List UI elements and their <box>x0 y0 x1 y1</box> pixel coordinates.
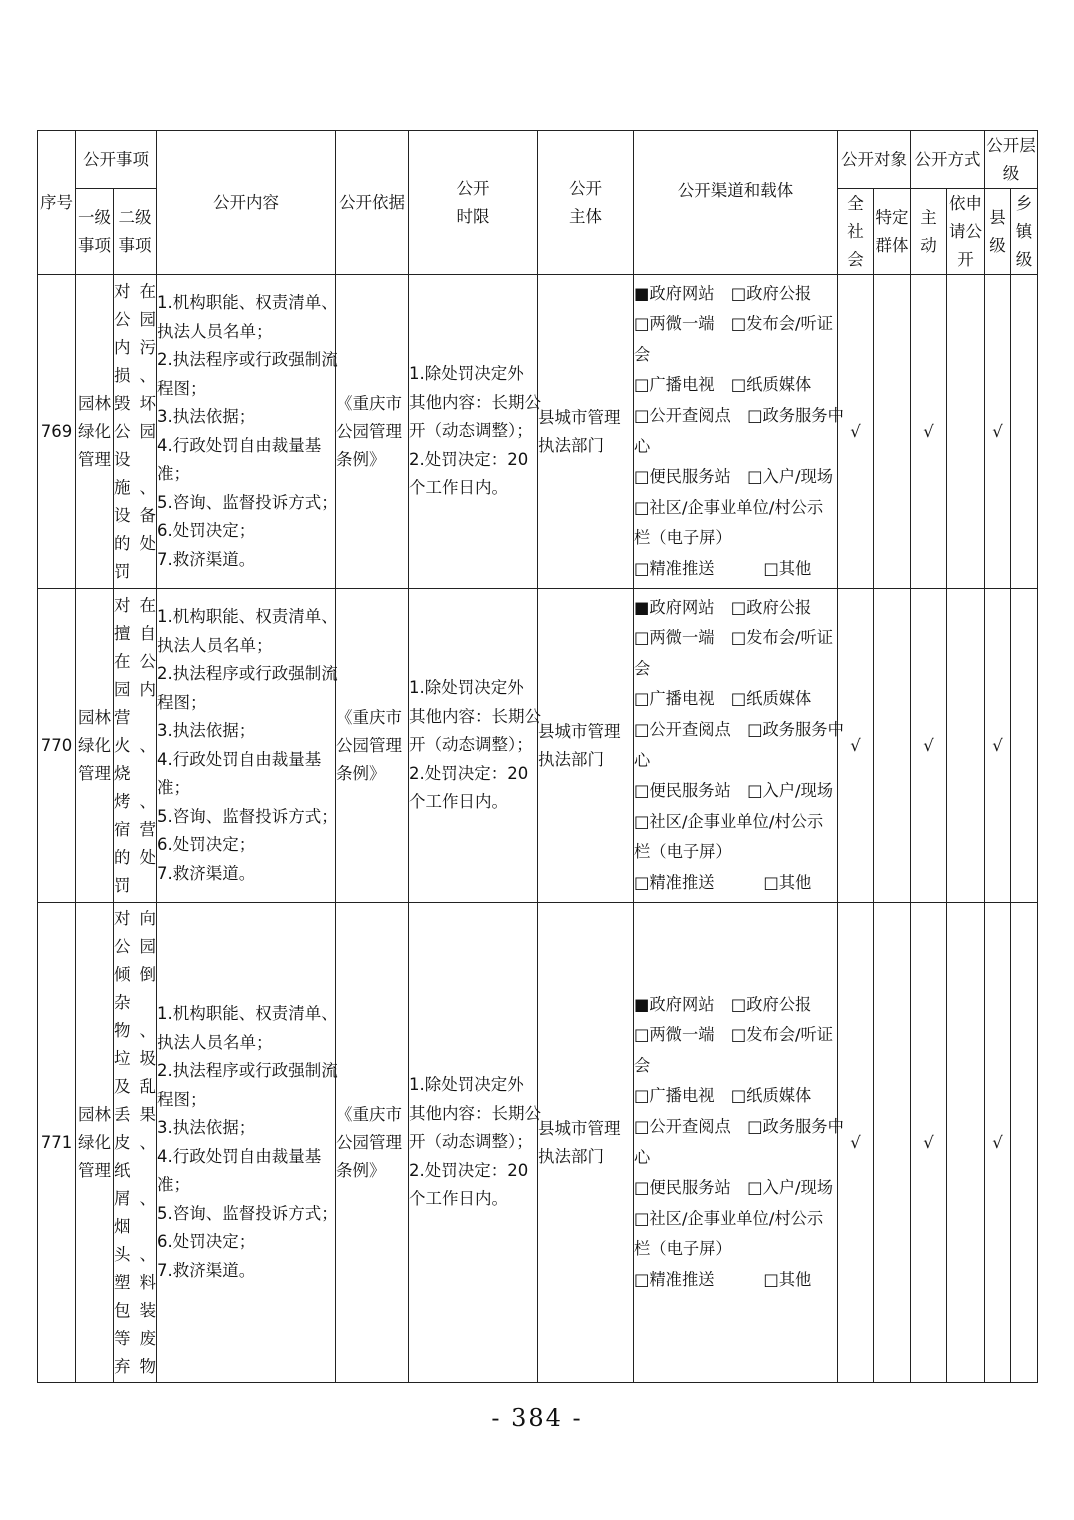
row-content <box>157 275 336 589</box>
row-content-line: 准； <box>157 778 190 797</box>
row-content-line: 准； <box>157 1175 190 1194</box>
row-level2-line: 罚 <box>114 875 131 895</box>
row-content-line: 7.救济渠道。 <box>157 549 256 569</box>
row-channel-line: 心 <box>634 436 651 456</box>
header-method-active-line: 主 <box>920 207 937 227</box>
row-level2-line: 塑料 <box>114 1272 156 1292</box>
row-content-line: 准； <box>157 464 190 483</box>
row-level-county: √ <box>985 589 1011 903</box>
row-content-line: 3.执法依据； <box>157 721 256 740</box>
row-level2-line: 擅自 <box>114 623 156 643</box>
row-channel-line: 栏（电子屏） <box>634 528 732 548</box>
row-level1-line: 园林 <box>78 1104 111 1124</box>
row-content-line: 1.机构职能、权责清单、 <box>157 607 338 626</box>
row-level-county: √ <box>985 275 1011 589</box>
row-basis-line: 《重庆市 <box>336 393 402 413</box>
row-channel-line: □便民服务站 □入户/现场 <box>634 781 834 801</box>
row-level2-line: 火、 <box>114 735 156 755</box>
row-channel-line: □社区/企事业单位/村公示 <box>634 1208 824 1228</box>
row-level1 <box>76 903 114 1383</box>
row-content-line: 3.执法依据； <box>157 407 256 426</box>
row-level1-line: 管理 <box>78 763 111 783</box>
row-level2-line: 罚 <box>114 561 131 581</box>
row-audience-all: √ <box>838 589 874 903</box>
header-audience: 公开对象 <box>838 131 911 189</box>
row-level1-line: 园林 <box>78 393 111 413</box>
header-basis: 公开依据 <box>336 131 409 275</box>
header-level-town <box>1011 189 1038 275</box>
row-level2-line: 对向 <box>114 908 156 928</box>
header-subject-line: 公开 <box>569 178 602 198</box>
header-time-limit-line: 公开 <box>456 178 490 198</box>
row-level1-line: 管理 <box>78 449 111 469</box>
row-level2-line: 纸 <box>114 1160 131 1180</box>
row-channel-line: □社区/企事业单位/村公示 <box>634 497 824 517</box>
row-channel-line: 会 <box>634 1055 651 1075</box>
row-level2-line: 头、 <box>114 1244 156 1264</box>
row-time-limit-line: 其他内容：长期公 <box>409 1103 541 1123</box>
header-subject-line: 主体 <box>569 206 602 226</box>
row-audience-specific <box>874 275 911 589</box>
row-time-limit-line: 2.处罚决定：20 <box>409 1160 529 1180</box>
row-basis <box>336 275 409 589</box>
row-level2-line: 设备 <box>114 505 156 525</box>
row-basis-line: 公园管理 <box>336 421 402 441</box>
header-level2 <box>114 189 157 275</box>
row-content-line: 5.咨询、监督投诉方式； <box>157 492 338 512</box>
row-content <box>157 589 336 903</box>
row-channel-line: 心 <box>634 750 651 770</box>
row-channel-line: 会 <box>634 658 651 678</box>
row-subject-line: 执法部门 <box>538 435 604 455</box>
row-channel-line: □两微一端 □发布会/听证 <box>634 314 834 334</box>
row-time-limit <box>409 903 541 1383</box>
row-time-limit-line: 其他内容：长期公 <box>409 706 541 726</box>
row-content-line: 2.执法程序或行政强制流 <box>157 350 338 369</box>
row-subject <box>538 275 634 589</box>
row-content-line: 5.咨询、监督投诉方式； <box>157 806 338 826</box>
row-subject-line: 执法部门 <box>538 749 604 769</box>
row-content-line: 6.处罚决定； <box>157 835 256 854</box>
row-content-line: 7.救济渠道。 <box>157 1260 256 1280</box>
row-level2-line: 弃物 <box>114 1356 156 1376</box>
row-time-limit-line: 1.除处罚决定外 <box>409 364 524 384</box>
row-level-town <box>1011 275 1038 589</box>
row-basis-line: 条例》 <box>336 1160 386 1180</box>
header-audience-all <box>838 189 874 275</box>
header-item-group: 公开事项 <box>76 131 157 189</box>
row-content-line: 程图； <box>157 378 207 398</box>
row-method-active: √ <box>911 275 947 589</box>
header-level-county-line: 县 <box>989 207 1006 227</box>
header-channels: 公开渠道和载体 <box>634 131 838 275</box>
row-content-line: 5.咨询、监督投诉方式； <box>157 1203 338 1223</box>
row-basis-line: 公园管理 <box>336 735 402 755</box>
row-level2-line: 施、 <box>114 477 156 497</box>
header-audience-all-line: 全 <box>847 193 864 213</box>
header-level1-line: 一级 <box>78 207 111 227</box>
row-content-line: 1.机构职能、权责清单、 <box>157 293 338 312</box>
row-content-line: 4.行政处罚自由裁量基 <box>157 1146 322 1166</box>
row-level1-line: 绿化 <box>78 735 111 755</box>
row-content-line: 执法人员名单； <box>157 1032 273 1052</box>
row-level2-line: 内污 <box>114 337 156 357</box>
row-method-active: √ <box>911 903 947 1383</box>
row-level2 <box>114 275 157 589</box>
row-level2 <box>114 903 157 1383</box>
row-level2-line: 营 <box>114 707 131 727</box>
header-audience-all-line: 社 <box>847 221 864 241</box>
row-content-line: 程图； <box>157 1089 207 1109</box>
row-seq: 769 <box>38 275 76 589</box>
row-level1-line: 绿化 <box>78 1132 111 1152</box>
header-time-limit-line: 时限 <box>456 206 490 226</box>
row-level2-line: 杂 <box>114 992 131 1012</box>
row-channel-line: 栏（电子屏） <box>634 842 732 862</box>
row-channel-line: □精准推送 □其他 <box>634 1269 812 1289</box>
row-content-line: 4.行政处罚自由裁量基 <box>157 749 322 769</box>
row-method-request <box>947 589 985 903</box>
row-content-line: 7.救济渠道。 <box>157 863 256 883</box>
row-channel-line: 栏（电子屏） <box>634 1239 732 1259</box>
header-level2-line: 二级 <box>118 207 152 227</box>
row-time-limit-line: 1.除处罚决定外 <box>409 678 524 698</box>
row-channel-line: □精准推送 □其他 <box>634 872 812 892</box>
row-channels <box>634 275 844 589</box>
row-content-line: 1.机构职能、权责清单、 <box>157 1004 338 1023</box>
row-content-line: 2.执法程序或行政强制流 <box>157 1061 338 1080</box>
row-time-limit-line: 1.除处罚决定外 <box>409 1075 524 1095</box>
row-level2-line: 皮、 <box>114 1132 156 1152</box>
row-basis-line: 条例》 <box>336 449 386 469</box>
row-channel-line: □广播电视 □纸质媒体 <box>634 375 812 395</box>
row-channel-line: ■政府网站 □政府公报 <box>634 283 812 303</box>
row-channel-line: □广播电视 □纸质媒体 <box>634 689 812 709</box>
row-channel-line: □社区/企事业单位/村公示 <box>634 811 824 831</box>
row-subject-line: 县城市管理 <box>538 721 621 741</box>
row-level2-line: 丢果 <box>114 1104 156 1124</box>
table-row <box>38 275 1038 589</box>
header-level2-line: 事项 <box>118 235 152 255</box>
header-method-request-line: 请公 <box>949 221 982 241</box>
row-content-line: 6.处罚决定； <box>157 521 256 540</box>
row-time-limit-line: 个工作日内。 <box>409 1189 508 1209</box>
row-content-line: 6.处罚决定； <box>157 1232 256 1251</box>
header-level-county <box>985 189 1011 275</box>
header-audience-all-line: 会 <box>847 249 864 269</box>
row-level1-line: 园林 <box>78 707 111 727</box>
disclosure-table <box>37 130 1038 1383</box>
row-time-limit-line: 个工作日内。 <box>409 792 508 812</box>
row-basis-line: 《重庆市 <box>336 707 402 727</box>
header-level-group-line: 公开层 <box>986 135 1036 155</box>
header-level1 <box>76 189 114 275</box>
row-time-limit-line: 其他内容：长期公 <box>409 392 541 412</box>
row-audience-specific <box>874 589 911 903</box>
row-level2-line: 公园 <box>114 421 156 441</box>
row-level2-line: 公园 <box>114 309 156 329</box>
row-channel-line: □公开查阅点 □政务服务中 <box>634 719 844 739</box>
row-level2-line: 屑、 <box>114 1188 156 1208</box>
header-time-limit <box>409 131 538 275</box>
row-time-limit-line: 开（动态调整）； <box>409 735 533 755</box>
row-channel-line: 心 <box>634 1147 651 1167</box>
row-time-limit-line: 2.处罚决定：20 <box>409 449 529 469</box>
row-level1 <box>76 589 114 903</box>
row-level1-line: 管理 <box>78 1160 111 1180</box>
row-channel-line: □便民服务站 □入户/现场 <box>634 467 834 487</box>
table-row <box>38 589 1038 903</box>
row-level-town <box>1011 903 1038 1383</box>
row-level-town <box>1011 589 1038 903</box>
row-subject-line: 执法部门 <box>538 1146 604 1166</box>
row-content-line: 执法人员名单； <box>157 635 273 655</box>
header-level-group-line: 级 <box>1002 163 1020 183</box>
row-level1 <box>76 275 114 589</box>
header-method-request <box>947 189 985 275</box>
header-audience-specific <box>874 189 911 275</box>
row-method-active: √ <box>911 589 947 903</box>
header-subject <box>538 131 634 275</box>
header-method-request-line: 依申 <box>949 193 982 213</box>
header-level-group <box>985 131 1038 189</box>
row-channel-line: □公开查阅点 □政务服务中 <box>634 405 844 425</box>
row-audience-all: √ <box>838 903 874 1383</box>
header-level1-line: 事项 <box>78 235 111 255</box>
row-level2-line: 及乱 <box>114 1076 156 1096</box>
row-basis <box>336 903 409 1383</box>
row-channel-line: ■政府网站 □政府公报 <box>634 994 812 1014</box>
row-level2-line: 烟 <box>114 1216 131 1236</box>
row-level2-line: 损、 <box>114 365 156 385</box>
row-level2-line: 对在 <box>114 595 156 615</box>
row-level2-line: 烤、 <box>114 791 156 811</box>
row-subject <box>538 903 634 1383</box>
row-channel-line: ■政府网站 □政府公报 <box>634 597 812 617</box>
row-time-limit-line: 个工作日内。 <box>409 478 508 498</box>
row-subject-line: 县城市管理 <box>538 407 621 427</box>
row-level2-line: 宿营 <box>114 819 156 839</box>
header-content: 公开内容 <box>157 131 336 275</box>
row-basis-line: 条例》 <box>336 763 386 783</box>
row-time-limit-line: 开（动态调整）； <box>409 1132 533 1152</box>
row-channels <box>634 589 844 903</box>
row-content-line: 2.执法程序或行政强制流 <box>157 664 338 683</box>
row-level2-line: 的处 <box>114 847 156 867</box>
row-channel-line: □公开查阅点 □政务服务中 <box>634 1116 844 1136</box>
row-level2-line: 在公 <box>114 651 156 671</box>
row-subject <box>538 589 634 903</box>
row-method-request <box>947 903 985 1383</box>
row-level2-line: 等废 <box>114 1328 156 1348</box>
header-method-request-line: 开 <box>957 249 974 269</box>
row-content-line: 执法人员名单； <box>157 321 273 341</box>
row-level2-line: 设 <box>114 449 131 469</box>
row-level-county: √ <box>985 903 1011 1383</box>
row-level2-line: 毁坏 <box>114 393 156 413</box>
header-method-active-line: 动 <box>920 235 937 255</box>
row-level2-line: 烧 <box>114 763 131 783</box>
row-level2-line: 公园 <box>114 936 156 956</box>
row-basis-line: 《重庆市 <box>336 1104 402 1124</box>
row-seq: 770 <box>38 589 76 903</box>
row-channel-line: □两微一端 □发布会/听证 <box>634 628 834 648</box>
row-level2-line: 物、 <box>114 1020 156 1040</box>
row-channel-line: □广播电视 □纸质媒体 <box>634 1086 812 1106</box>
row-content-line: 3.执法依据； <box>157 1118 256 1137</box>
header-audience-specific-line: 群体 <box>875 235 909 255</box>
header-level-county-line: 级 <box>989 235 1006 255</box>
row-level2-line: 包装 <box>114 1300 156 1320</box>
row-content <box>157 903 336 1383</box>
row-level2-line: 倾倒 <box>114 964 156 984</box>
header-seq: 序号 <box>38 131 76 275</box>
row-channels <box>634 903 844 1383</box>
row-time-limit-line: 2.处罚决定：20 <box>409 763 529 783</box>
header-level-town-line: 镇 <box>1015 221 1033 241</box>
row-basis-line: 公园管理 <box>336 1132 402 1152</box>
row-level1-line: 绿化 <box>78 421 111 441</box>
row-audience-specific <box>874 903 911 1383</box>
row-level2-line: 的处 <box>114 533 156 553</box>
row-channel-line: □便民服务站 □入户/现场 <box>634 1178 834 1198</box>
header-level-town-line: 乡 <box>1015 193 1033 213</box>
row-method-request <box>947 275 985 589</box>
row-level2-line: 对在 <box>114 281 156 301</box>
row-seq: 771 <box>38 903 76 1383</box>
row-level2 <box>114 589 157 903</box>
row-time-limit-line: 开（动态调整）； <box>409 421 533 441</box>
row-content-line: 4.行政处罚自由裁量基 <box>157 435 322 455</box>
row-channel-line: □两微一端 □发布会/听证 <box>634 1025 834 1045</box>
page-number: - 384 - <box>491 1404 583 1432</box>
row-content-line: 程图； <box>157 692 207 712</box>
header-method: 公开方式 <box>911 131 985 189</box>
header-method-active <box>911 189 947 275</box>
row-level2-line: 园内 <box>114 679 156 699</box>
row-level2-line: 垃圾 <box>114 1048 156 1068</box>
row-subject-line: 县城市管理 <box>538 1118 621 1138</box>
row-channel-line: □精准推送 □其他 <box>634 558 812 578</box>
header-level-town-line: 级 <box>1015 249 1033 269</box>
row-time-limit <box>409 275 541 589</box>
table-row <box>38 903 1038 1383</box>
header-audience-specific-line: 特定 <box>875 207 909 227</box>
row-audience-all: √ <box>838 275 874 589</box>
row-time-limit <box>409 589 541 903</box>
row-channel-line: 会 <box>634 344 651 364</box>
row-basis <box>336 589 409 903</box>
